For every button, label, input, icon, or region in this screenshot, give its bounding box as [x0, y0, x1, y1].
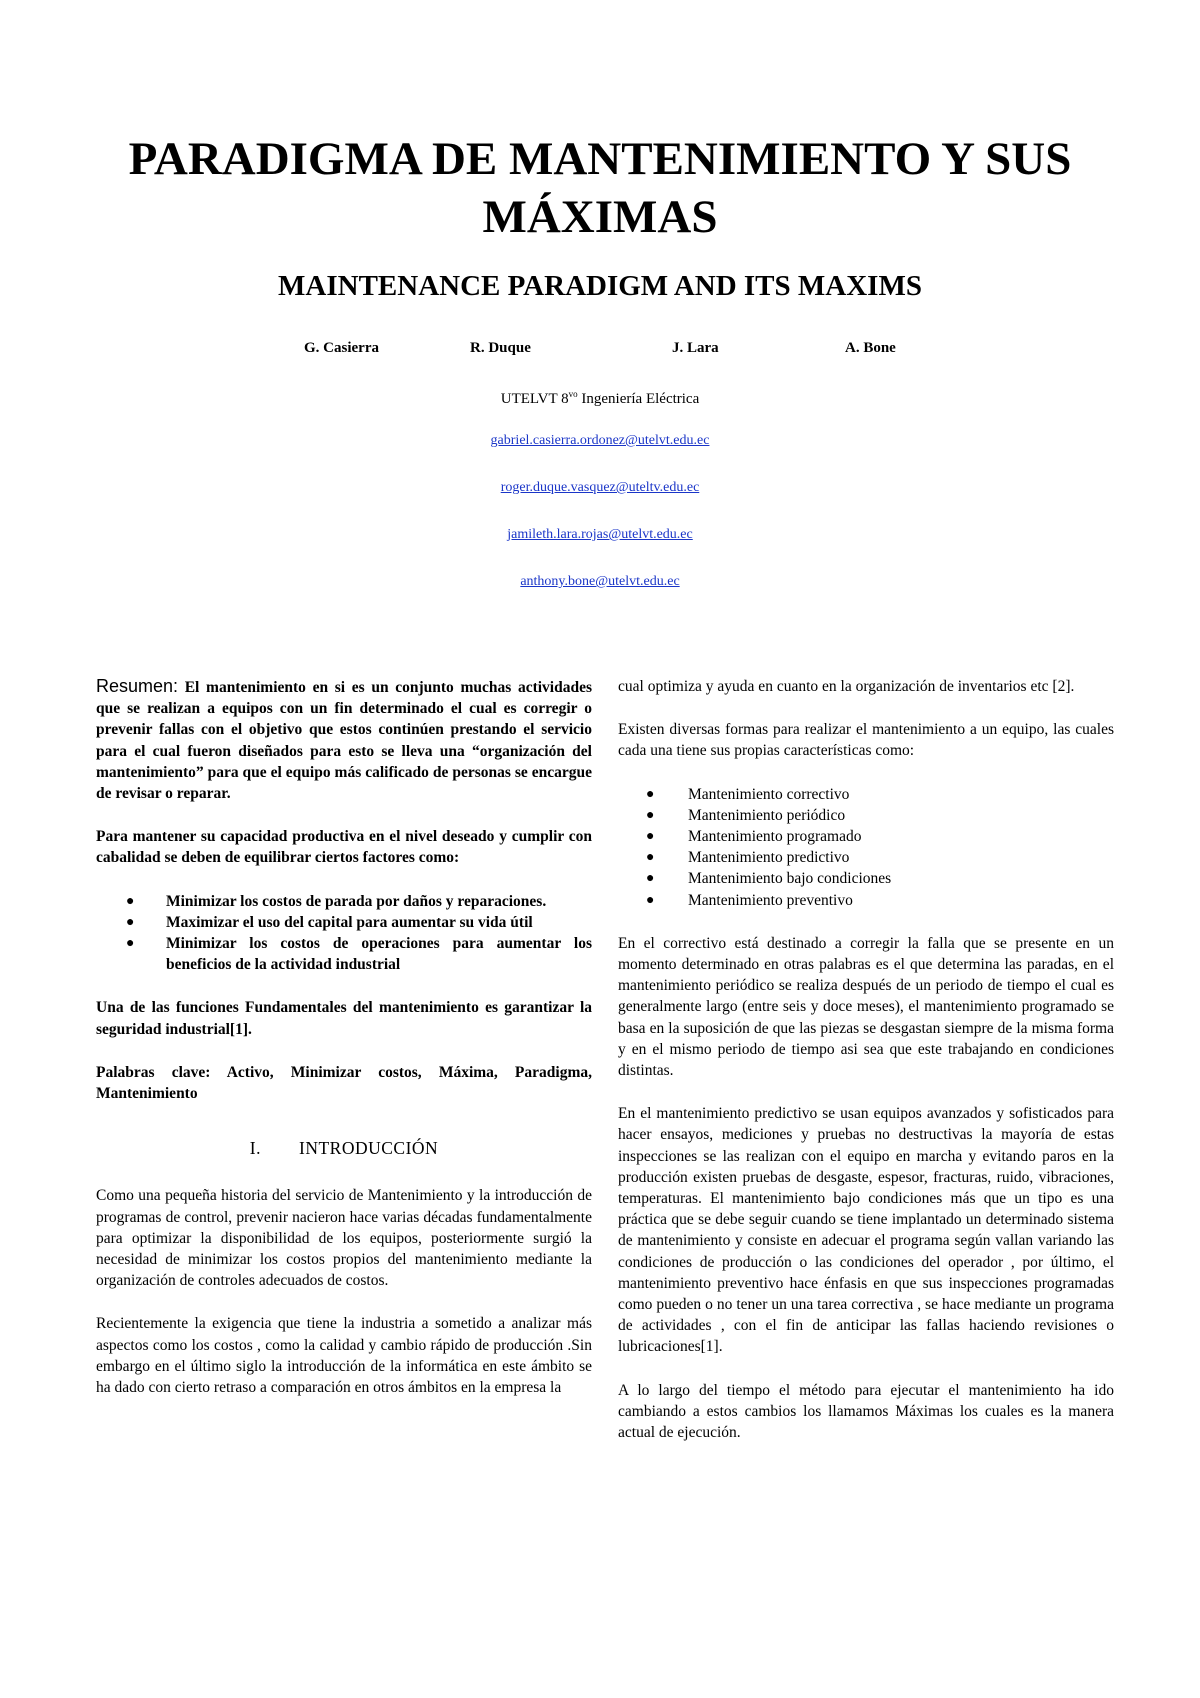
abstract-paragraph-2: Para mantener su capacidad productiva en el nivel deseado y cumplir con cabalidad se deben de equilibrar ciertos factores como: [96, 828, 592, 867]
author-3: J. Lara [672, 340, 719, 356]
list-item [646, 826, 1114, 847]
bullet-icon: ● [646, 892, 655, 908]
email-line-3 [0, 525, 1200, 545]
intro-paragraph-1: Como una pequeña historia del servicio de Mantenimiento y la introducción de programas de control, prevenir nacieron hace varias décadas fundamentalmente para optimizar la disponibilidad de los equipos, posteriormente surgió la necesidad de minimizar los costos propios del mantenimiento mediante la organización de controles adecuados de costos. [96, 1187, 592, 1290]
email-line-4 [0, 572, 1200, 592]
list-item [646, 890, 1114, 911]
maintenance-types-list [618, 784, 1114, 911]
list-item-text: Mantenimiento preventivo [688, 891, 853, 909]
author-1: G. Casierra [304, 340, 379, 356]
list-item-text: Mantenimiento bajo condiciones [688, 870, 892, 888]
list-item [126, 933, 592, 975]
keywords: Palabras clave: Activo, Minimizar costos, Máxima, Paradigma, Mantenimiento [96, 1063, 592, 1103]
factors-list [96, 891, 592, 976]
section-number: I. [249, 1138, 261, 1159]
right-paragraph-2: Existen diversas formas para realizar el mantenimiento a un equipo, las cuales cada una tiene sus propias características como: [618, 721, 1114, 760]
bullet-icon: ● [126, 936, 135, 952]
list-item [646, 805, 1114, 826]
email-link-bone[interactable]: anthony.bone@utelvt.edu.ec [520, 574, 680, 589]
affiliation [0, 384, 1200, 409]
list-item [646, 847, 1114, 868]
list-item-text: Maximizar el uso del capital para aumentar su vida útil [166, 913, 533, 931]
list-item-text: Mantenimiento correctivo [688, 785, 850, 803]
affiliation-superscript: vo [568, 389, 578, 399]
left-column [96, 676, 592, 1420]
bullet-icon: ● [646, 850, 655, 866]
author-4: A. Bone [845, 340, 896, 356]
bullet-icon: ● [646, 871, 655, 887]
abstract-text: El mantenimiento en si es un conjunto muchas actividades que se realizan a equipos con un fin determinado el cual es corregir o prevenir fallas con el objetivo que estos continúen prestando el servicio para el cual fueron diseñados para esto se lleva una “organización del mantenimiento” para que el equipo más calificado de personas se encargue de revisar o reparar. [96, 679, 593, 803]
paper-title: PARADIGMA DE MANTENIMIENTO Y SUS MÁXIMAS [128, 133, 1072, 243]
bullet-icon: ● [126, 914, 135, 930]
list-item-text: Mantenimiento programado [688, 828, 862, 846]
abstract-paragraph-3: Una de las funciones Fundamentales del mantenimiento es garantizar la seguridad industrial[1]. [96, 999, 592, 1038]
bullet-icon: ● [646, 786, 655, 802]
email-line-2 [0, 478, 1200, 498]
email-link-lara[interactable]: jamileth.lara.rojas@utelvt.edu.ec [507, 527, 693, 542]
bullet-icon: ● [646, 807, 655, 823]
list-item-text: Mantenimiento periódico [688, 806, 846, 824]
right-paragraph-3: En el correctivo está destinado a corregir la falla que se presente en un momento determinado en otras palabras es el que determina las paradas, en el mantenimiento periódico se realiza después de un periodo de tiempo el cual es generalmente largo (entre seis y doce meses), el mantenimiento programado se basa en la suposición de que las piezas se desgastan siempre de la misma forma y en el mismo periodo de tiempo asi sea que este trabajando en condiciones distintas. [618, 934, 1114, 1080]
list-item-text: Mantenimiento predictivo [688, 849, 850, 867]
affiliation-department: Ingeniería Eléctrica [581, 391, 700, 407]
email-link-duque[interactable]: roger.duque.vasquez@uteltv.edu.ec [500, 480, 700, 495]
list-item [646, 868, 1114, 889]
abstract [96, 676, 592, 804]
section-title: INTRODUCCIÓN [299, 1138, 439, 1159]
list-item-text: Minimizar los costos de operaciones para aumentar los beneficios de la actividad industrial [166, 935, 592, 974]
intro-paragraph-2: Recientemente la exigencia que tiene la industria a sometido a analizar más aspectos como los costos , como la calidad y cambio rápido de producción .Sin embargo en el último siglo la introducción de la informática en este ámbito se ha dado con cierto retraso a comparación en otros ámbitos en la empresa la [96, 1315, 592, 1397]
bullet-icon: ● [126, 893, 135, 909]
affiliation-name: UTELVT 8 [500, 391, 569, 407]
abstract-label: Resumen: [96, 676, 179, 696]
list-item [126, 891, 592, 912]
author-2: R. Duque [470, 340, 531, 356]
list-item [646, 784, 1114, 805]
right-paragraph-5: A lo largo del tiempo el método para ejecutar el mantenimiento ha ido cambiando a estos cambios los llamamos Máximas los cuales es la manera actual de ejecución. [618, 1381, 1114, 1442]
right-paragraph-4: En el mantenimiento predictivo se usan equipos avanzados y sofisticados para hacer ensayos, mediciones y pruebas no destructivas la mayoría de estas inspecciones se las realizan con el equipo en marcha y evitando paros en la producción existen pruebas de desgaste, espesor, fracturas, ruido, vibraciones, temperaturas. El mantenimiento bajo condiciones más que un tipo es una práctica que se debe seguir cuando se tiene implantado un determinado sistema de mantenimiento y consiste en adecuar el programa según vallan variando las condiciones de producción o las condiciones del operador , por último, el mantenimiento preventivo hace énfasis en que sus inspecciones programadas como pueden o no tener un una tarea correctiva , se hace mediante un programa de actividades , con el fin de anticipar las fallas haciendo revisiones o lubricaciones[1]. [618, 1105, 1114, 1356]
section-heading-introduccion [96, 1138, 592, 1159]
right-column [618, 676, 1114, 1465]
right-paragraph-1: cual optimiza y ayuda en cuanto en la organización de inventarios etc [2]. [618, 678, 1075, 695]
email-line-1 [0, 431, 1200, 451]
bullet-icon: ● [646, 829, 655, 845]
list-item-text: Minimizar los costos de parada por daños y reparaciones. [166, 892, 547, 910]
paper-subtitle: MAINTENANCE PARADIGM AND ITS MAXIMS [278, 270, 922, 302]
email-link-casierra[interactable]: gabriel.casierra.ordonez@utelvt.edu.ec [490, 433, 710, 448]
list-item [126, 912, 592, 933]
